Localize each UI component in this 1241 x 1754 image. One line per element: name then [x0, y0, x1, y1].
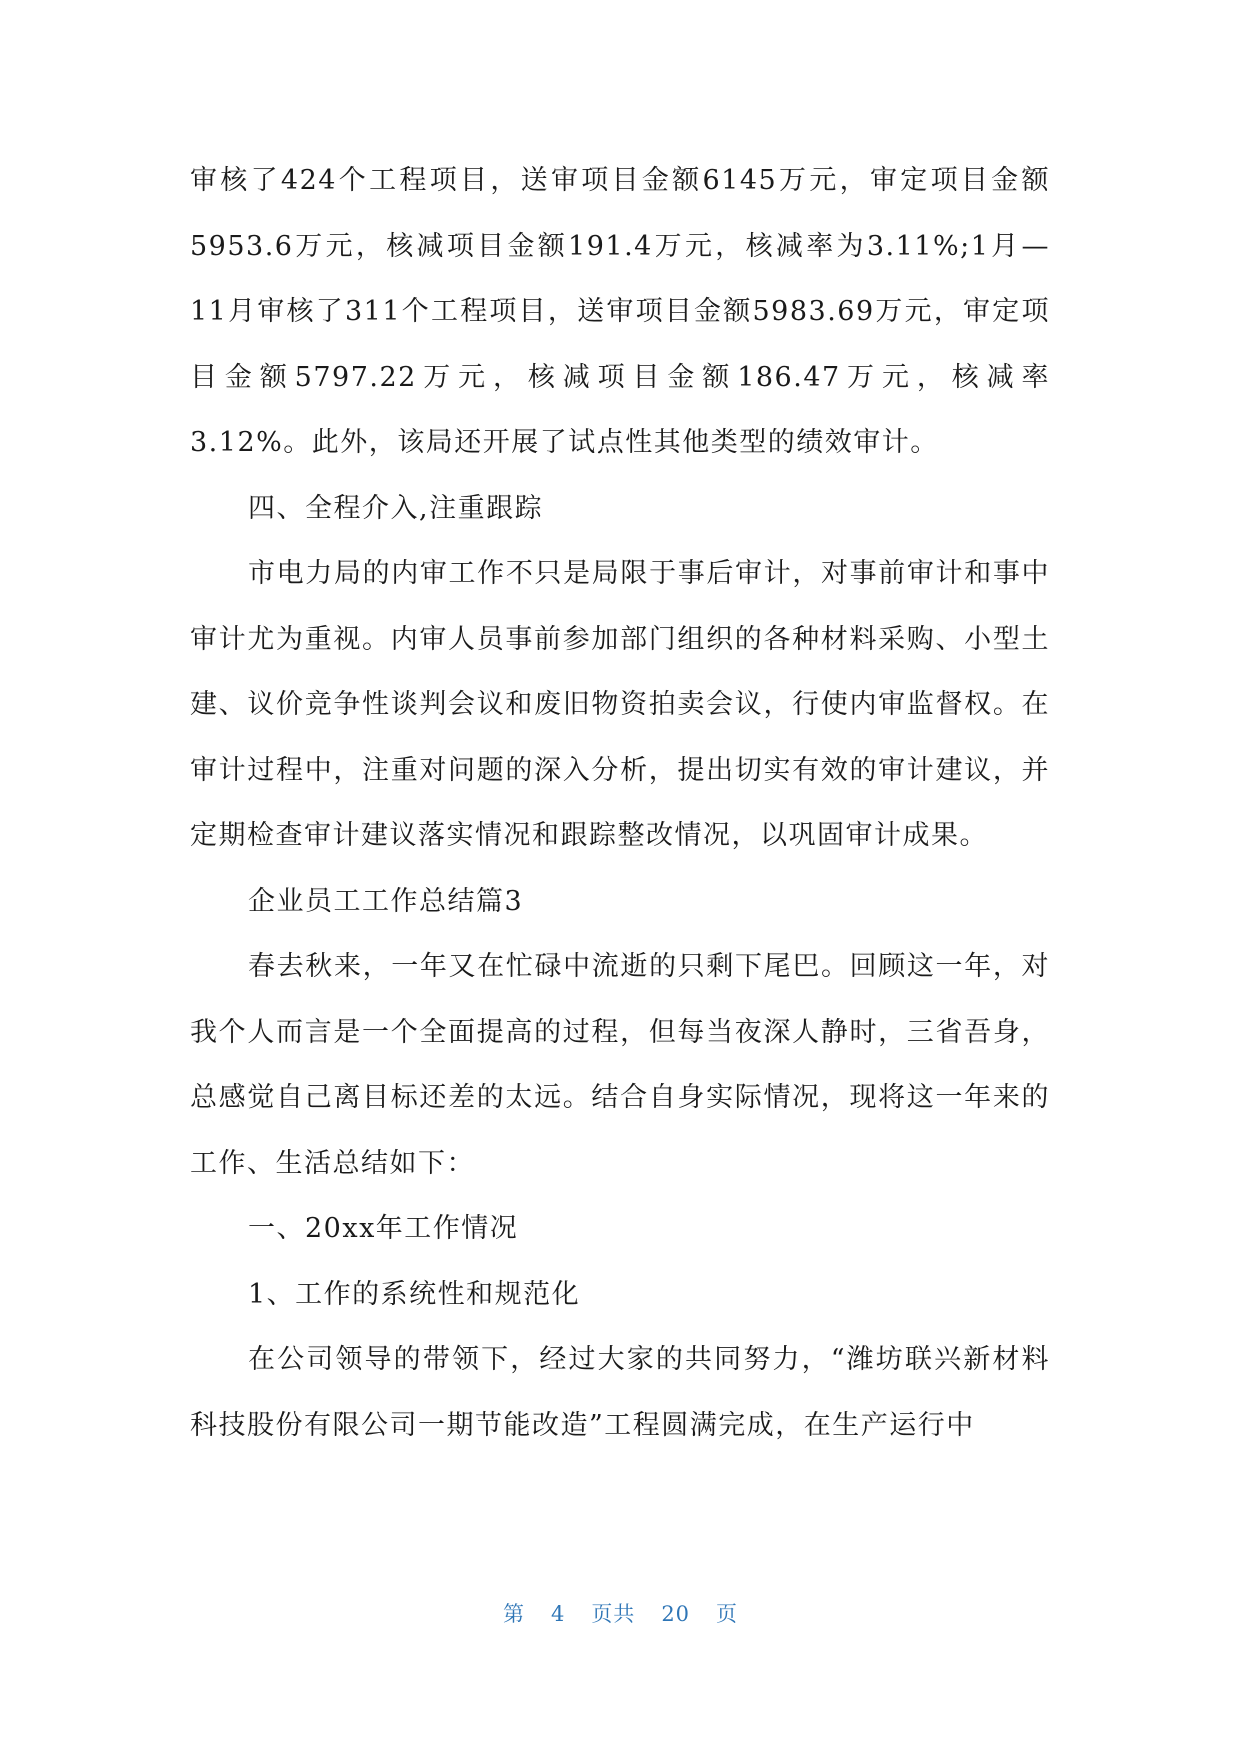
- paragraph-internal-audit: 市电力局的内审工作不只是局限于事后审计，对事前审计和事中审计尤为重视。内审人员事前参加部门组织的各种材料采购、小型土建、议价竞争性谈判会议和废旧物资拍卖会议，行使内审监督权。在审计过程中，注重对问题的深入分析，提出切实有效的审计建议，并定期检查审计建议落实情况和跟踪整改情况，以巩固审计成果。: [190, 558, 1050, 851]
- paragraph-audit-figures: 审核了424个工程项目，送审项目金额6145万元，审定项目金额5953.6万元，核减项目金额191.4万元，核减率为3.11%;1月—11月审核了311个工程项目，送审项目金额5983.69万元，审定项目金额5797.22万元，核减项目金额186.47万元，核减率3.12%。此外，该局还开展了试点性其他类型的绩效审计。: [190, 165, 1050, 458]
- heading-section-four: 四、全程介入,注重跟踪: [248, 492, 544, 524]
- paragraph-year-review: 春去秋来，一年又在忙碌中流逝的只剩下尾巴。回顾这一年，对我个人而言是一个全面提高的过程，但每当夜深人静时，三省吾身，总感觉自己离目标还差的太远。结合自身实际情况，现将这一年来的工作、生活总结如下：: [190, 951, 1050, 1179]
- footer-prefix: 第: [502, 1602, 525, 1626]
- heading-work-status: 一、20xx年工作情况: [248, 1213, 519, 1244]
- paragraph-energy-project: 在公司领导的带领下，经过大家的共同努力，“潍坊联兴新材料科技股份有限公司一期节能改造”工程圆满完成，在生产运行中: [190, 1344, 1050, 1441]
- page-footer: [0, 1598, 1241, 1628]
- footer-total-pages: 20: [661, 1602, 691, 1626]
- document-body: [190, 148, 1050, 1458]
- heading-systematic-work: 1、工作的系统性和规范化: [248, 1278, 581, 1310]
- footer-middle: 页共: [591, 1602, 636, 1626]
- heading-summary-part3: 企业员工工作总结篇3: [248, 885, 524, 917]
- footer-current-page: 4: [550, 1602, 566, 1626]
- footer-suffix: 页: [716, 1602, 739, 1626]
